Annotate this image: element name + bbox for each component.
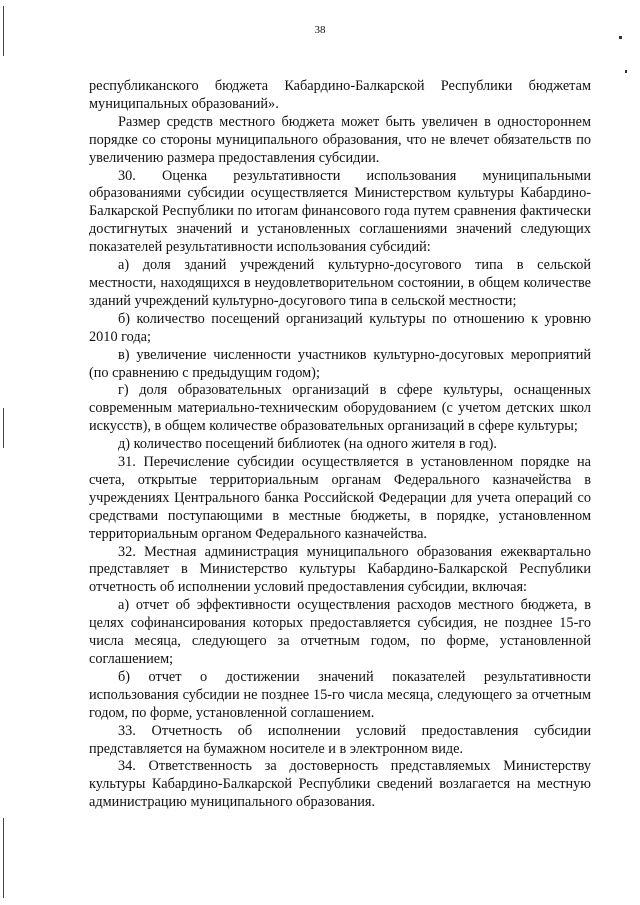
- list-item: д) количество посещений библиотек (на одного жителя в год).: [118, 436, 497, 453]
- list-item: г) доля образовательных организаций в сфере культуры, оснащенных современным материально-техническим оборудованием (с учетом детских школ искусств), в общем количестве образовательных организаций в сфере культуры;: [89, 382, 591, 435]
- document-body: [89, 78, 591, 812]
- paragraph: 30. Оценка результативности использования муниципальными образованиями субсидии осуществляется Министерством культуры Кабардино-Балкарской Республики по итогам финансового года путем сравнения фактически достигнутых значений и установленных соглашениями значений следующих показателей результативности использования субсидий:: [89, 167, 591, 256]
- page-number: 38: [314, 24, 326, 36]
- list-item: б) отчет о достижении значений показателей результативности использования субсидии не позднее 15-го числа месяца, следующего за отчетным годом, по форме, установленной соглашением.: [89, 668, 591, 721]
- paragraph: 31. Перечисление субсидии осуществляется в установленном порядке на счета, открытые территориальным органам Федерального казначейства в учреждениях Центрального банка Российской Федерации для учета операций со средствами поступающими в местные бюджеты, в порядке, установленном территориальным органом Федерального казначейства.: [89, 454, 591, 542]
- paragraph: 34. Ответственность за достоверность представляемых Министерству культуры Кабардино-Балкарской Республики сведений возлагается на местную администрацию муниципального образования.: [89, 758, 591, 811]
- list-item: а) отчет об эффективности осуществления расходов местного бюджета, в целях софинансирования которых предоставляется субсидия, не позднее 15-го числа месяца, следующего за отчетным годом, по форме, установленной соглашением;: [89, 597, 591, 667]
- scan-edge-line: [3, 408, 4, 448]
- paragraph: Размер средств местного бюджета может быть увеличен в одностороннем порядке со стороны муниципального образования, что не влечет обязательств по увеличению размера предоставления субсидии.: [89, 113, 591, 166]
- list-item: б) количество посещений организаций культуры по отношению к уровню 2010 года;: [89, 310, 591, 345]
- list-item: в) увеличение численности участников культурно-досуговых мероприятий (по сравнению с предыдущим годом);: [89, 346, 591, 381]
- scan-edge-line: [3, 818, 4, 898]
- paragraph: республиканского бюджета Кабардино-Балкарской Республики бюджетам муниципальных образований».: [89, 78, 591, 112]
- paragraph: 33. Отчетность об исполнении условий предоставления субсидии представляется на бумажном носителе и в электронном виде.: [89, 722, 591, 757]
- scan-mark: [619, 36, 622, 39]
- scan-mark: [625, 70, 627, 73]
- paragraph: 32. Местная администрация муниципального образования ежеквартально представляет в Министерство культуры Кабардино-Балкарской Республики отчетность об исполнении условий предоставления субсидии, включая:: [89, 543, 591, 596]
- list-item: а) доля зданий учреждений культурно-досугового типа в сельской местности, находящихся в неудовлетворительном состоянии, в общем количестве зданий учреждений культурно-досугового типа в сельской местности;: [89, 257, 591, 309]
